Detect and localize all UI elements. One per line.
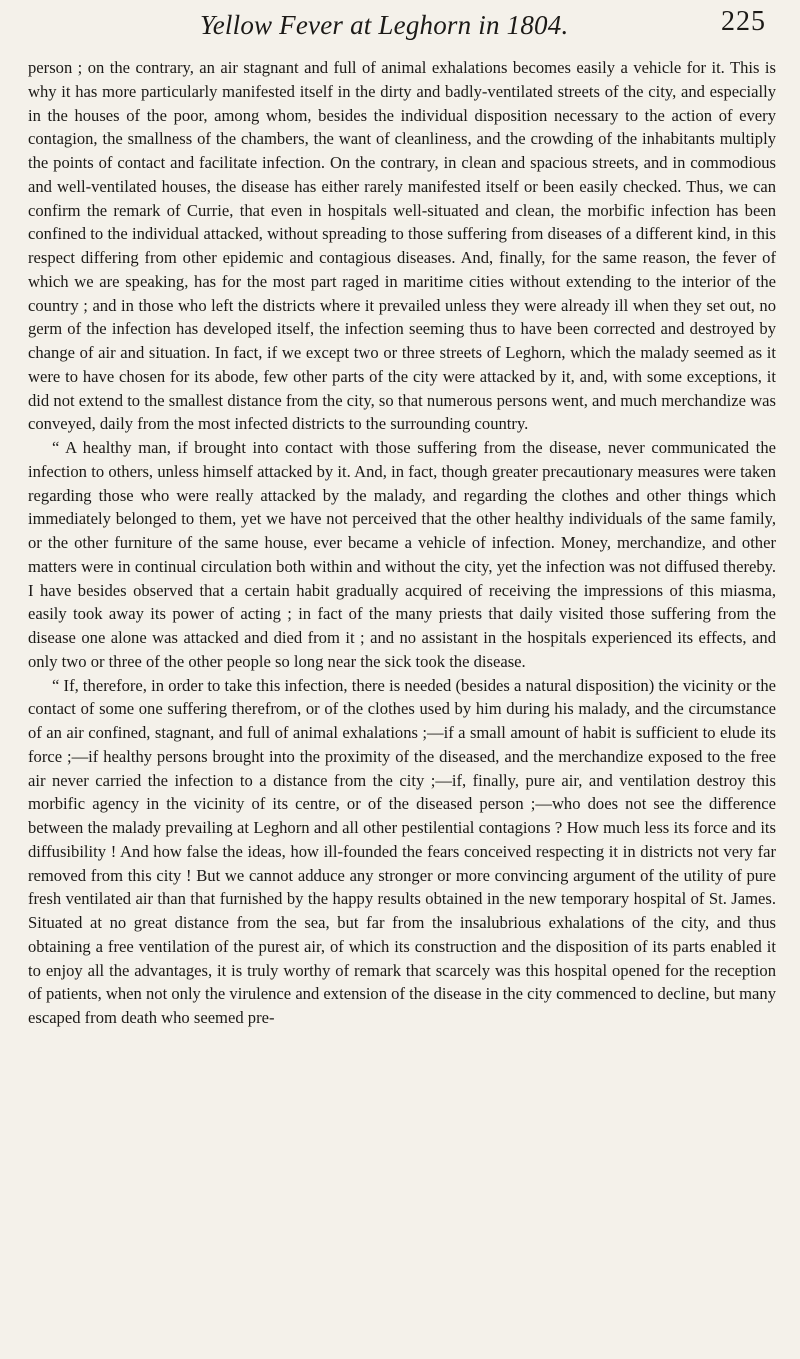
page-number: 225 <box>721 6 766 37</box>
paragraph: “ A healthy man, if brought into contact with those suffering from the disease, never communicated the infection to others, unless himself attacked by it. And, in fact, though greater precautionary measures were taken regarding those who were really attacked by the malady, and regarding the clothes and other things which immediately belonged to them, yet we have not perceived that the other healthy individuals of the same family, or the other furniture of the same house, ever became a vehicle of infection. Money, merchandize, and other matters were in continual circulation both within and without the city, yet the infection was not diffused thereby. I have besides observed that a certain habit gradually acquired of receiving the impressions of this miasma, easily took away its power of acting ; in fact of the many priests that daily visited those suffering from the disease one alone was attacked and died from it ; and no assistant in the hospitals experienced its effects, and only two or three of the other people so long near the sick took the disease. <box>28 438 776 671</box>
paragraph: “ If, therefore, in order to take this infection, there is needed (besides a natural disposition) the vicinity or the contact of some one suffering therefrom, or of the clothes used by him during his malady, and the circumstance of an air confined, stagnant, and full of animal exhalations ;—if a small amount of habit is sufficient to elude its force ;—if healthy persons brought into the proximity of the diseased, and the merchandize exposed to the free air never carried the infection to a distance from the city ;—if, finally, pure air, and ventilation destroy this morbific agency in the vicinity of its centre, or of the diseased person ;—who does not see the difference between the malady prevailing at Leghorn and all other pestilential contagions ? How much less its force and its diffusibility ! And how false the ideas, how ill-founded the fears conceived respecting it in districts not very far removed from this city ! But we cannot adduce any stronger or more convincing argument of the utility of pure fresh ventilated air than that furnished by the happy results obtained in the new temporary hospital of St. James. Situated at no great distance from the sea, but far from the insalubrious exhalations of the city, and thus obtaining a free ventilation of the purest air, of which its construction and the disposition of its parts enabled it to enjoy all the advantages, it is truly worthy of remark that scarcely was this hospital opened for the reception of patients, when not only the virulence and extension of the disease in the city commenced to decline, but many escaped from death who seemed pre- <box>28 675 776 1027</box>
running-title: Yellow Fever at Leghorn in 1804. <box>200 10 569 40</box>
paragraph: person ; on the contrary, an air stagnant and full of animal exhalations becomes easily a vehicle for it. This is why it has more particularly manifested itself in the dirty and badly-ventilated streets of the city, and especially in the houses of the poor, among whom, besides the individual disposition necessary to the action of every contagion, the smallness of the chambers, the want of cleanliness, and the crowding of the inhabitants multiply the points of contact and facilitate infection. On the contrary, in clean and spacious streets, and in commodious and well-ventilated houses, the disease has either rarely manifested itself or been easily checked. Thus, we can confirm the remark of Currie, that even in hospitals well-situated and clean, the morbific infection has been confined to the individual attacked, without spreading to those suffering from diseases of a different kind, in this respect differing from other epidemic and contagious diseases. And, finally, for the same reason, the fever of which we are speaking, has for the most part raged in maritime cities without extending to the interior of the country ; and in those who left the districts where it prevailed unless they were already ill when they set out, no germ of the infection has developed itself, the infection seeming thus to have been corrected and destroyed by change of air and situation. In fact, if we except two or three streets of Leghorn, which the malady seemed as it were to have chosen for its abode, few other parts of the city were attacked by it, and, with some exceptions, it did not extend to the smallest distance from the city, so that numerous persons went, and much merchandize was conveyed, daily from the most infected districts to the surrounding country. <box>28 58 776 434</box>
body-text <box>28 56 776 1030</box>
page-header <box>0 6 800 46</box>
